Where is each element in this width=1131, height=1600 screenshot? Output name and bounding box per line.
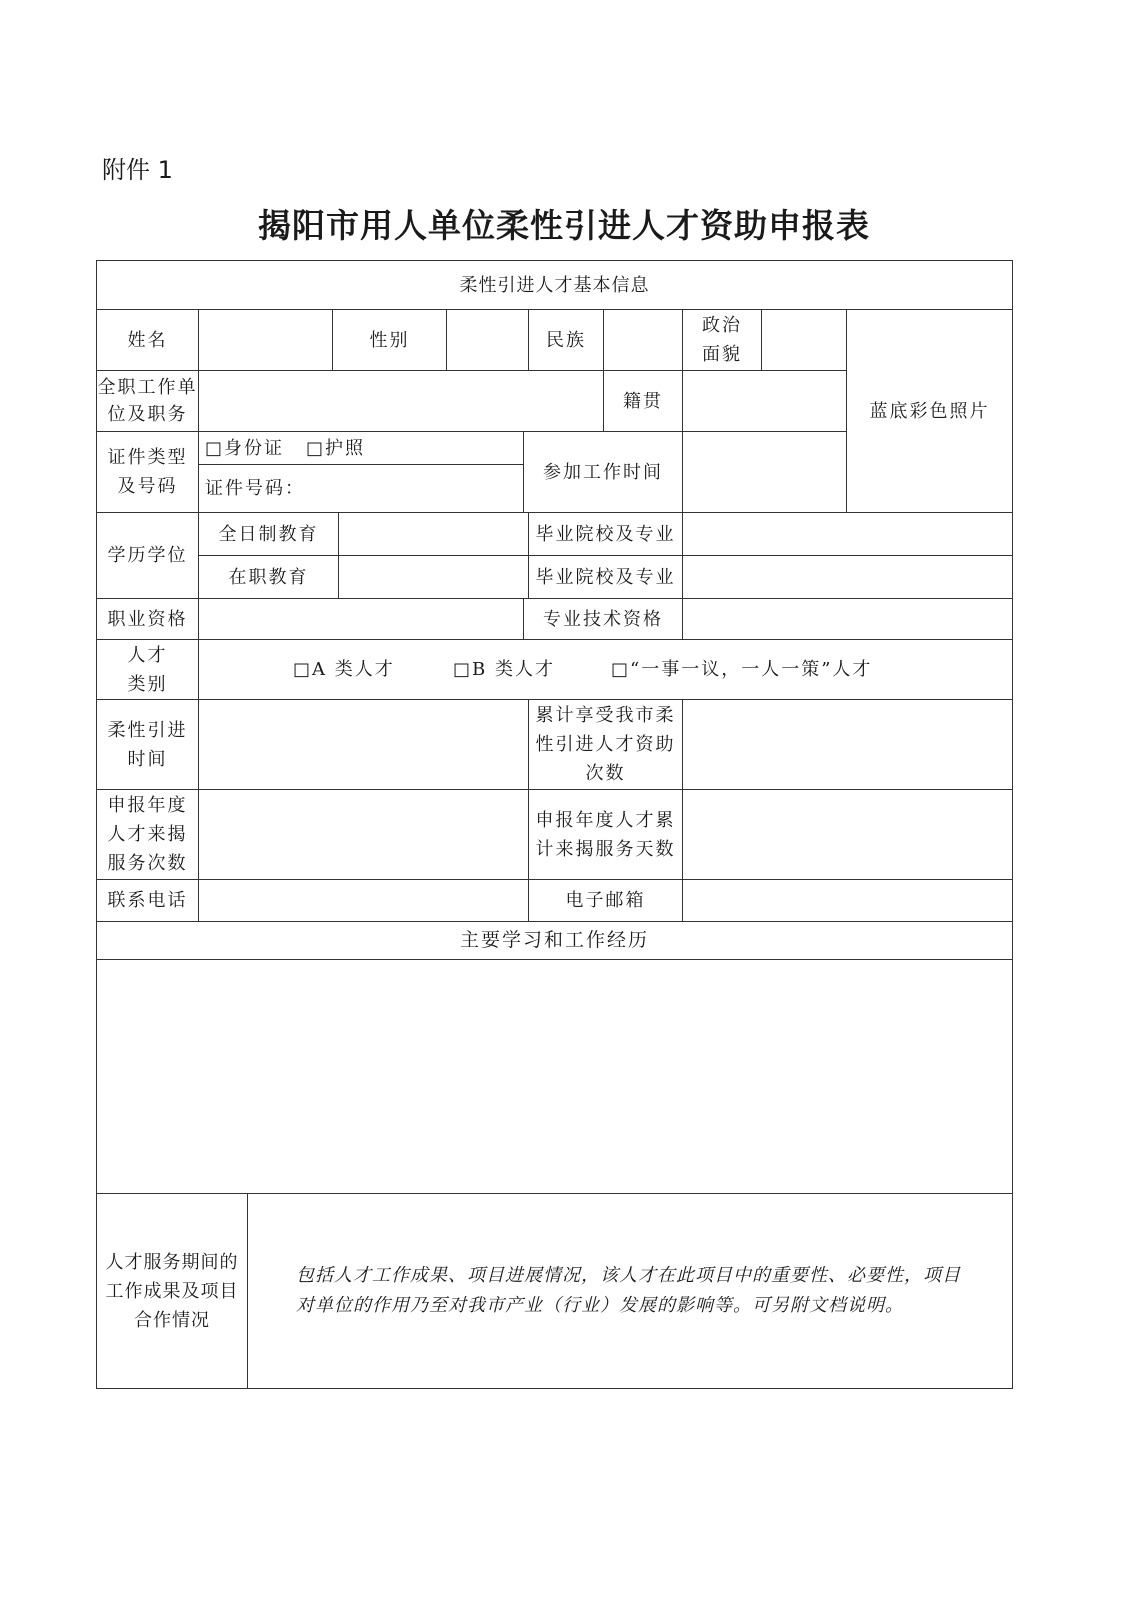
category-options — [198, 639, 1013, 700]
experience-header: 主要学习和工作经历 — [96, 921, 1013, 960]
parttime-field[interactable] — [338, 555, 529, 599]
name-field[interactable] — [198, 309, 333, 371]
phone-field[interactable] — [198, 879, 529, 922]
achievements-label: 人才服务期间的 工作成果及项目 合作情况 — [96, 1193, 248, 1389]
cumulative-field[interactable] — [682, 699, 1013, 790]
category-c-checkbox[interactable]: □“一事一议，一人一策”人才 — [611, 659, 873, 680]
achievements-field[interactable] — [247, 1193, 1013, 1389]
service-count-field[interactable] — [198, 789, 529, 880]
native-place-field[interactable] — [682, 370, 847, 432]
employer-label: 全职工作单 位及职务 — [96, 370, 199, 432]
ethnicity-field[interactable] — [603, 309, 683, 371]
school-major-label-2: 毕业院校及专业 — [528, 555, 683, 599]
intro-time-label: 柔性引进 时间 — [96, 699, 199, 790]
gender-field[interactable] — [446, 309, 529, 371]
political-field[interactable] — [761, 309, 847, 371]
professional-label: 专业技术资格 — [523, 598, 683, 640]
category-label: 人才 类别 — [96, 639, 199, 700]
school-major-field-2[interactable] — [682, 555, 1013, 599]
native-place-label: 籍贯 — [603, 370, 683, 432]
photo-box[interactable]: 蓝底彩色照片 — [846, 309, 1013, 513]
section-basic-info: 柔性引进人才基本信息 — [96, 260, 1013, 310]
education-label: 学历学位 — [96, 512, 199, 599]
intro-time-field[interactable] — [198, 699, 529, 790]
work-start-field[interactable] — [682, 431, 847, 513]
id-number-field[interactable]: 证件号码： — [198, 464, 524, 513]
email-label: 电子邮箱 — [528, 879, 683, 922]
id-type-label: 证件类型 及号码 — [96, 431, 199, 513]
category-b-checkbox[interactable]: □B 类人才 — [453, 659, 555, 680]
form-title: 揭阳市用人单位柔性引进人才资助申报表 — [258, 206, 870, 245]
passport-checkbox[interactable]: □护照 — [306, 437, 366, 459]
professional-field[interactable] — [682, 598, 1013, 640]
ethnicity-label: 民族 — [528, 309, 604, 371]
fulltime-field[interactable] — [338, 512, 529, 556]
vocational-field[interactable] — [198, 598, 524, 640]
fulltime-label: 全日制教育 — [198, 512, 339, 556]
school-major-label-1: 毕业院校及专业 — [528, 512, 683, 556]
email-field[interactable] — [682, 879, 1013, 922]
cumulative-label: 累计享受我市柔 性引进人才资助 次数 — [528, 699, 683, 790]
parttime-label: 在职教育 — [198, 555, 339, 599]
work-start-label: 参加工作时间 — [523, 431, 683, 513]
experience-field[interactable] — [96, 959, 1013, 1194]
name-label: 姓名 — [96, 309, 199, 371]
achievements-hint: 包括人才工作成果、项目进展情况，该人才在此项目中的重要性、必要性，项目 对单位的作用乃至对我市产业（行业）发展的影响等。可另附文档说明。 — [296, 1265, 961, 1316]
political-label: 政治 面貌 — [682, 309, 762, 371]
attachment-label: 附件 1 — [102, 156, 173, 184]
phone-label: 联系电话 — [96, 879, 199, 922]
service-count-label: 申报年度 人才来揭 服务次数 — [96, 789, 199, 880]
service-days-label: 申报年度人才累 计来揭服务天数 — [528, 789, 683, 880]
employer-field[interactable] — [198, 370, 604, 432]
vocational-label: 职业资格 — [96, 598, 199, 640]
category-a-checkbox[interactable]: □A 类人才 — [293, 659, 395, 680]
school-major-field-1[interactable] — [682, 512, 1013, 556]
id-card-checkbox[interactable]: □身份证 — [205, 437, 285, 459]
service-days-field[interactable] — [682, 789, 1013, 880]
gender-label: 性别 — [332, 309, 447, 371]
id-type-options — [198, 431, 524, 465]
